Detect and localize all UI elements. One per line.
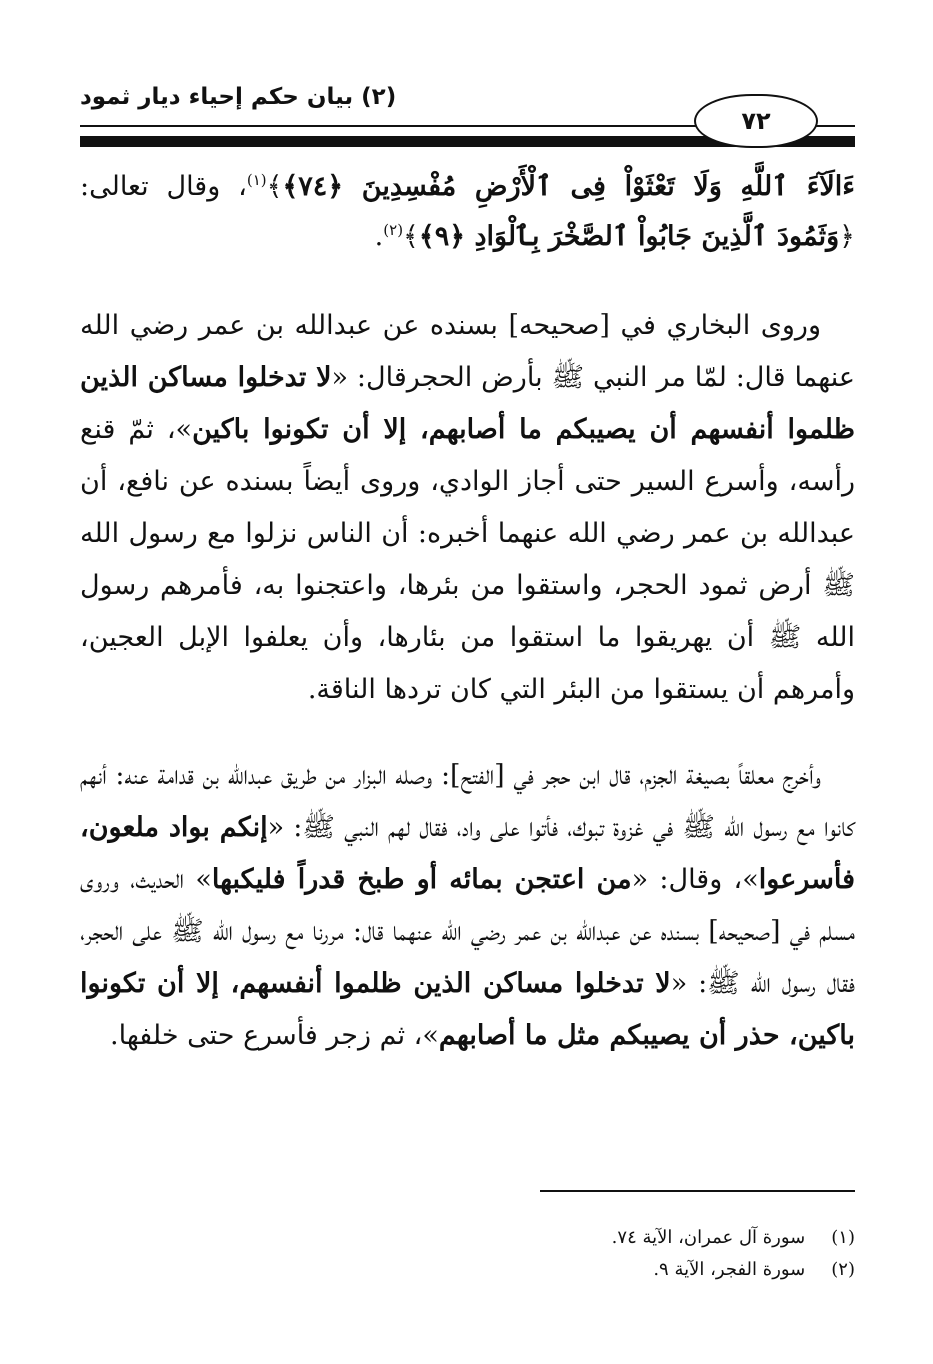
text-span: وروى البخاري في [صحيحه] بسنده عن عبدالله بن عمر رضي الله عنهما قال: لمّا مر النبي ﷺ بأرض الحجرقال: « [80,310,855,393]
footnote-ref-1: (١) [246,171,267,189]
footnote-separator [540,1190,855,1192]
footnote-item [80,1254,855,1286]
footnote-number: (٢) [831,1259,855,1280]
footnote-item [80,1222,855,1254]
hadith-quote: من اعتجن بمائه أو طبخ قدراً فليكبها [211,864,632,895]
hadith-quote: إنكم بواد ملعون، فأسرعوا [80,812,856,895]
text-span: »، ثم زجر فأسرع حتى خلفها. [110,1020,439,1051]
text-span: » الحديث، وروى مسلم في [صحيحه] بسنده عن عبدالله بن عمر رضي الله عنهما قال: مررنا مع رسول الله ﷺ على الحجر، فقال رسول الله ﷺ: « [80,864,855,999]
bukhari-paragraph [80,300,855,716]
hadith-quote: لا تدخلوا مساكن الذين ظلموا أنفسهم أن يصيبكم ما أصابهم، إلا أن تكونوا باكين [80,362,855,445]
quran-paragraph: ءَالَآءَ ٱللَّهِ وَلَا تَعْثَوْاْ فِى ٱلْأَرْضِ مُفْسِدِينَ ﴿٧٤﴾﴾$^{(١)}$، وقال تعالى: ﴿وَثَمُودَ ٱلَّذِينَ جَابُواْ ٱلصَّخْرَ بِٱلْوَادِ ﴿٩﴾﴾$^{(٢)}$. [80,171,855,252]
footnote-ref-2: (٢) [383,221,404,239]
ibn-hajar-paragraph [80,750,855,1062]
footnote-number: (١) [831,1227,855,1248]
page-number: ٧٢ [694,94,818,148]
footnotes [80,1222,855,1286]
closing-dot: . [374,221,384,252]
text-span: »، وقال: « [631,864,759,895]
text-span: وأخرج معلقاً بصيغة الجزم، قال ابن حجر في [الفتح]: وصله البزار من طريق عبدالله بن قدامة عنه: أنهم كانوا مع رسول الله ﷺ في غزوة تبوك، فأتوا على واد، فقال لهم النبي ﷺ: « [80,760,855,843]
running-title: (٢) بيان حكم إحياء ديار ثمود [80,84,397,110]
footnote-text: سورة آل عمران، الآية ٧٤. [611,1227,806,1248]
text-span: »، ثمّ قنع رأسه، وأسرع السير حتى أجاز الوادي، وروى أيضاً بسنده عن نافع، أن عبدالله بن عمر رضي الله عنهما أخبره: أن الناس نزلوا مع رسول الله ﷺ أرض ثمود الحجر، واستقوا من بئرها، واعتجنوا به، فأمرهم رسول الله ﷺ أن يهريقوا ما استقوا من بئارها، وأن يعلفوا الإبل العجين، وأمرهم أن يستقوا من البئر التي كان تردها الناقة. [80,414,855,705]
quran-verse-b: وَثَمُودَ ٱلَّذِينَ جَابُواْ ٱلصَّخْرَ بِٱلْوَادِ ﴿٩﴾ [418,221,840,252]
hadith-quote: لا تدخلوا مساكن الذين ظلموا أنفسهم، إلا أن تكونوا باكين، حذر أن يصيبكم مثل ما أصابهم [80,968,855,1051]
footnote-text: سورة الفجر، الآية ٩. [653,1259,806,1280]
quran-verse-a: ءَالَآءَ ٱللَّهِ وَلَا تَعْثَوْاْ فِى ٱلْأَرْضِ مُفْسِدِينَ ﴿٧٤﴾ [282,171,855,202]
connector-text: ، وقال تعالى: ﴿ [80,171,855,252]
